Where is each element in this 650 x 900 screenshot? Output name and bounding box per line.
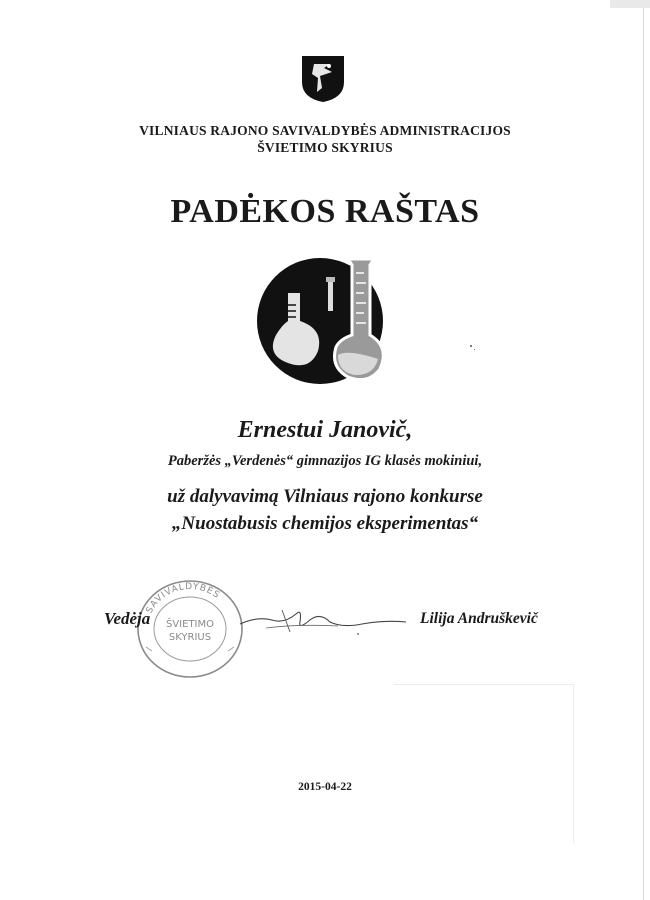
- issue-date: 2015-04-22: [298, 781, 352, 793]
- document-title: PADĖKOS RAŠTAS: [170, 193, 480, 230]
- scan-artifact-line: [573, 684, 574, 844]
- award-reason-line-2: „Nuostabusis chemijos eksperimentas“: [171, 513, 479, 534]
- scan-speck: [474, 349, 475, 350]
- official-stamp: [134, 577, 246, 681]
- institution-line-1: VILNIAUS RAJONO SAVIVALDYBĖS ADMINISTRACIJOS: [139, 123, 511, 138]
- coat-of-arms-icon: [300, 54, 346, 104]
- recipient-description: Paberžės „Verdenės“ gimnazijos IG klasės mokiniui,: [167, 453, 483, 469]
- handwritten-signature: [238, 598, 418, 638]
- svg-text:ŠVIETIMO: ŠVIETIMO: [165, 619, 215, 630]
- scan-speck: [470, 345, 472, 347]
- signatory-role: Vedėja: [104, 609, 151, 628]
- recipient-name: Ernestui Janovič,: [237, 417, 413, 443]
- svg-text:SAVIVALDYBĖS: SAVIVALDYBĖS: [144, 581, 222, 616]
- chemistry-flasks-icon: [252, 255, 402, 387]
- scan-corner: [610, 0, 650, 8]
- institution-line-2: ŠVIETIMO SKYRIUS: [257, 140, 393, 155]
- scan-edge: [643, 0, 644, 900]
- svg-text:SKYRIUS: SKYRIUS: [168, 632, 212, 643]
- award-reason-line-1: už dalyvavimą Vilniaus rajono konkurse: [167, 486, 483, 507]
- signatory-name: Lilija Andruškevič: [420, 610, 538, 627]
- scan-artifact-line: [394, 684, 574, 685]
